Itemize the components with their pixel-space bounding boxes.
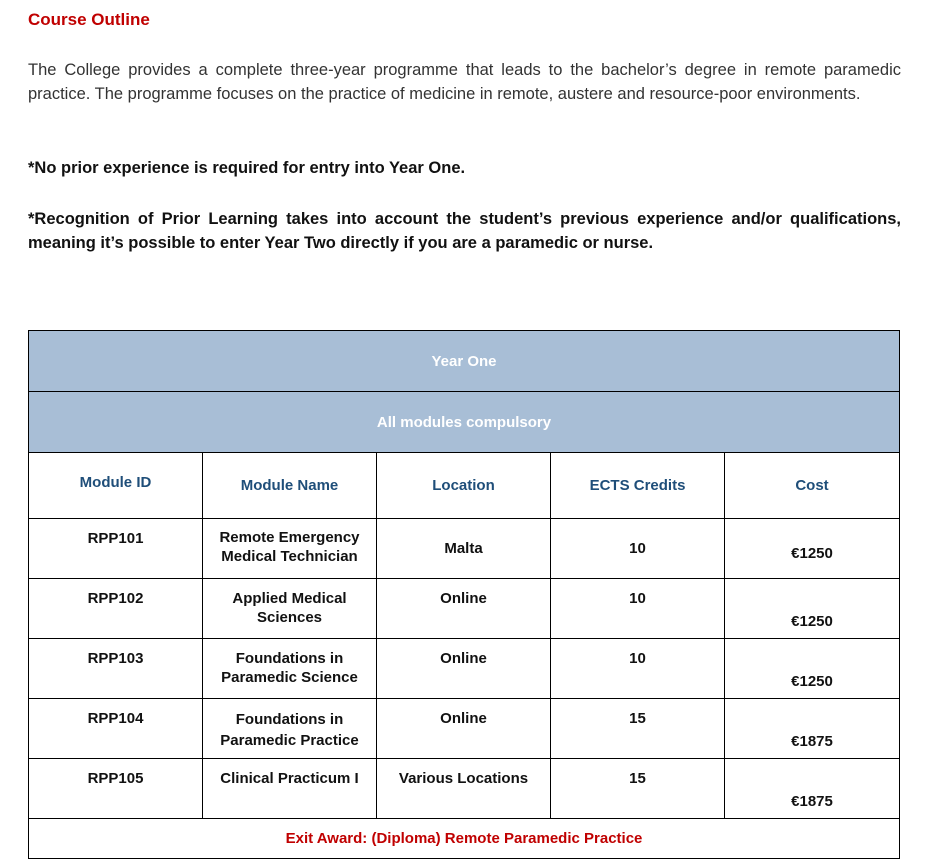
exit-award-row xyxy=(29,819,900,859)
credits-cell xyxy=(551,639,725,699)
module-id-cell xyxy=(29,699,203,759)
module-name-cell xyxy=(203,699,377,759)
table-row xyxy=(29,699,900,759)
cost-cell xyxy=(725,699,900,759)
module-id: RPP101 xyxy=(87,530,144,547)
module-cost: €1250 xyxy=(791,545,833,562)
table-header-row xyxy=(29,453,900,519)
location-cell xyxy=(377,579,551,639)
module-name: Clinical Practicum I xyxy=(220,770,359,787)
column-header-module-id: Module ID xyxy=(29,453,203,519)
module-id-cell xyxy=(29,759,203,819)
year-one-table xyxy=(28,330,900,859)
column-header-cost: Cost xyxy=(725,453,900,519)
column-header-location: Location xyxy=(377,453,551,519)
module-name: Applied Medical Sciences xyxy=(232,590,347,626)
module-id-cell xyxy=(29,519,203,579)
location-cell xyxy=(377,519,551,579)
module-id-cell xyxy=(29,639,203,699)
table-subtitle: All modules compulsory xyxy=(29,392,900,453)
module-id: RPP105 xyxy=(87,770,144,787)
intro-paragraph: The College provides a complete three-year programme that leads to the bachelor’s degree in remote paramedic practice. The programme focuses on the practice of medicine in remote, austere and resource-poor environments. xyxy=(28,61,901,103)
module-name: Remote Emergency Medical Technician xyxy=(219,529,360,565)
credits-cell xyxy=(551,519,725,579)
module-name: Foundations in Paramedic Science xyxy=(221,650,358,686)
table-row xyxy=(29,579,900,639)
credits-cell xyxy=(551,759,725,819)
location-cell xyxy=(377,759,551,819)
table-row xyxy=(29,759,900,819)
location-cell xyxy=(377,699,551,759)
module-cost: €1875 xyxy=(791,733,833,750)
credits-cell xyxy=(551,579,725,639)
module-cost: €1875 xyxy=(791,793,833,810)
credits-cell xyxy=(551,699,725,759)
module-name-cell xyxy=(203,639,377,699)
module-id: RPP104 xyxy=(87,710,144,727)
table-subtitle-row xyxy=(29,392,900,453)
column-header-ects-credits: ECTS Credits xyxy=(551,453,725,519)
module-location: Online xyxy=(440,590,487,607)
module-credits: 10 xyxy=(629,650,646,667)
table-title-row xyxy=(29,331,900,392)
module-name-cell xyxy=(203,519,377,579)
module-id: RPP103 xyxy=(87,650,144,667)
cost-cell xyxy=(725,759,900,819)
module-credits: 10 xyxy=(629,590,646,607)
module-credits: 15 xyxy=(629,710,646,727)
exit-award: Exit Award: (Diploma) Remote Paramedic Practice xyxy=(29,819,900,859)
module-credits: 10 xyxy=(629,540,646,557)
module-location: Malta xyxy=(444,540,483,557)
module-credits: 15 xyxy=(629,770,646,787)
module-name-cell xyxy=(203,579,377,639)
page-title: Course Outline xyxy=(28,10,150,29)
module-id-cell xyxy=(29,579,203,639)
column-header-module-name: Module Name xyxy=(203,453,377,519)
entry-note: *No prior experience is required for entry into Year One. xyxy=(28,159,466,177)
table-row xyxy=(29,639,900,699)
table-row xyxy=(29,519,900,579)
module-id: RPP102 xyxy=(87,590,144,607)
cost-cell xyxy=(725,519,900,579)
cost-cell xyxy=(725,579,900,639)
location-cell xyxy=(377,639,551,699)
module-name: Foundations in Paramedic Practice xyxy=(220,711,359,749)
module-cost: €1250 xyxy=(791,673,833,690)
module-cost: €1250 xyxy=(791,613,833,630)
module-location: Online xyxy=(440,710,487,727)
cost-cell xyxy=(725,639,900,699)
module-name-cell xyxy=(203,759,377,819)
prior-learning-note: *Recognition of Prior Learning takes into account the student’s previous experience and/or qualifications, meaning it’s possible to enter Year Two directly if you are a paramedic or nurse. xyxy=(28,210,901,252)
table-title: Year One xyxy=(29,331,900,392)
module-location: Various Locations xyxy=(398,770,529,787)
module-location: Online xyxy=(440,650,487,667)
